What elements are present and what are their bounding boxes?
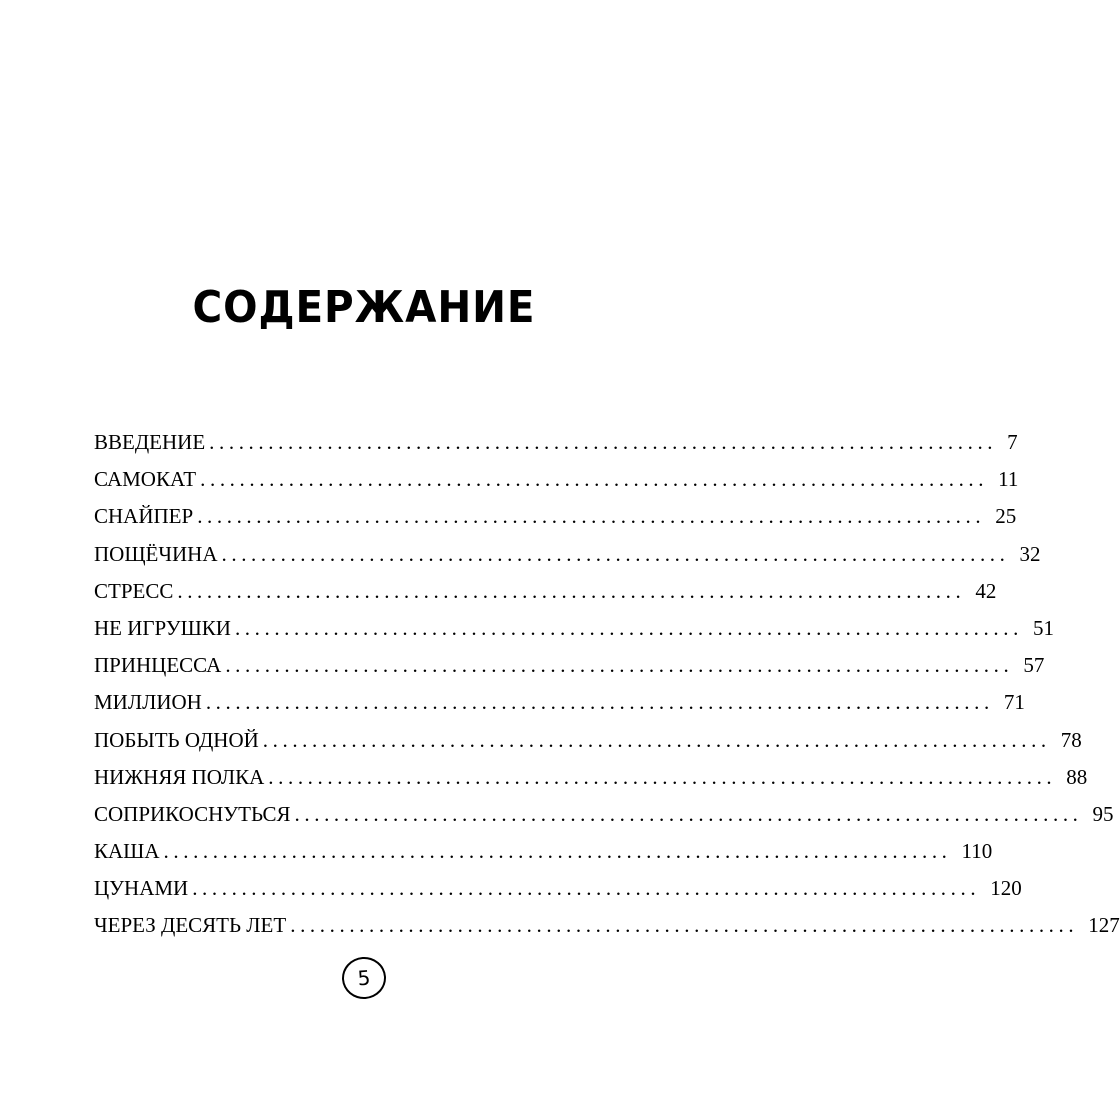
- page-number: 5: [356, 965, 372, 991]
- toc-entry-page: 120: [990, 876, 1022, 901]
- toc-entry-page: 7: [1007, 430, 1018, 454]
- toc-leader-dots: ................................................................................: [200, 467, 989, 492]
- toc-entry-page: 57: [1023, 653, 1045, 678]
- toc-entry-title: МИЛЛИОН: [94, 690, 202, 715]
- toc-entry-title: НИЖНЯЯ ПОЛКА: [94, 764, 265, 789]
- toc-entry[interactable]: [94, 536, 1041, 573]
- page-number-badge: [341, 956, 388, 1001]
- toc-entry-page: 78: [1060, 727, 1082, 752]
- toc-entry-title: ПРИНЦЕССА: [94, 653, 222, 678]
- toc-entry-page: 88: [1066, 764, 1088, 789]
- table-of-contents: [94, 424, 1120, 945]
- toc-entry-page: 11: [998, 467, 1019, 492]
- toc-leader-dots: ................................................................................: [192, 876, 981, 901]
- toc-entry[interactable]: [94, 424, 1018, 461]
- toc-entry[interactable]: [94, 759, 1088, 796]
- toc-leader-dots: ................................................................................: [221, 541, 1010, 566]
- toc-entry-page: 110: [961, 839, 993, 864]
- page-title: СОДЕРЖАНИЕ: [192, 282, 536, 333]
- toc-leader-dots: ................................................................................: [225, 653, 1014, 678]
- toc-entry-page: 127: [1088, 913, 1120, 938]
- toc-leader-dots: ................................................................................: [177, 578, 966, 603]
- toc-entry-title: КАША: [94, 839, 160, 864]
- toc-leader-dots: ................................................................................: [197, 504, 986, 529]
- toc-entry[interactable]: [94, 907, 1120, 944]
- toc-entry[interactable]: [94, 573, 997, 610]
- toc-entry[interactable]: [94, 722, 1082, 759]
- toc-entry-title: ПОЩЁЧИНА: [94, 541, 218, 566]
- toc-entry-title: САМОКАТ: [94, 467, 197, 492]
- toc-entry-page: 95: [1092, 801, 1114, 826]
- toc-entry-title: СОПРИКОСНУТЬСЯ: [94, 801, 291, 826]
- toc-entry[interactable]: [94, 684, 1025, 721]
- toc-entry-title: ПОБЫТЬ ОДНОЙ: [94, 727, 259, 752]
- toc-entry-title: СТРЕСС: [94, 578, 174, 603]
- toc-entry[interactable]: [94, 870, 1022, 907]
- toc-entry[interactable]: [94, 610, 1054, 647]
- toc-entry[interactable]: [94, 796, 1114, 833]
- toc-leader-dots: ................................................................................: [294, 801, 1083, 826]
- toc-entry[interactable]: [94, 833, 993, 870]
- toc-leader-dots: ................................................................................: [209, 430, 998, 454]
- toc-leader-dots: ................................................................................: [290, 913, 1079, 938]
- toc-leader-dots: ................................................................................: [262, 727, 1051, 752]
- toc-entry-page: 25: [995, 504, 1017, 529]
- toc-entry[interactable]: [94, 461, 1019, 498]
- toc-leader-dots: ................................................................................: [234, 615, 1023, 640]
- toc-entry-title: ЧЕРЕЗ ДЕСЯТЬ ЛЕТ: [94, 913, 287, 938]
- toc-entry-page: 71: [1003, 690, 1025, 715]
- toc-entry-title: ВВЕДЕНИЕ: [94, 430, 206, 454]
- toc-leader-dots: ................................................................................: [163, 839, 952, 864]
- toc-entry-title: СНАЙПЕР: [94, 504, 194, 529]
- toc-entry-page: 51: [1032, 615, 1054, 640]
- toc-entry[interactable]: [94, 647, 1045, 684]
- toc-entry-title: ЦУНАМИ: [94, 876, 189, 901]
- toc-entry-title: НЕ ИГРУШКИ: [94, 615, 231, 640]
- toc-leader-dots: ................................................................................: [268, 764, 1057, 789]
- toc-entry-page: 32: [1019, 541, 1041, 566]
- toc-entry-page: 42: [975, 578, 997, 603]
- toc-entry[interactable]: [94, 498, 1017, 535]
- toc-leader-dots: ................................................................................: [205, 690, 994, 715]
